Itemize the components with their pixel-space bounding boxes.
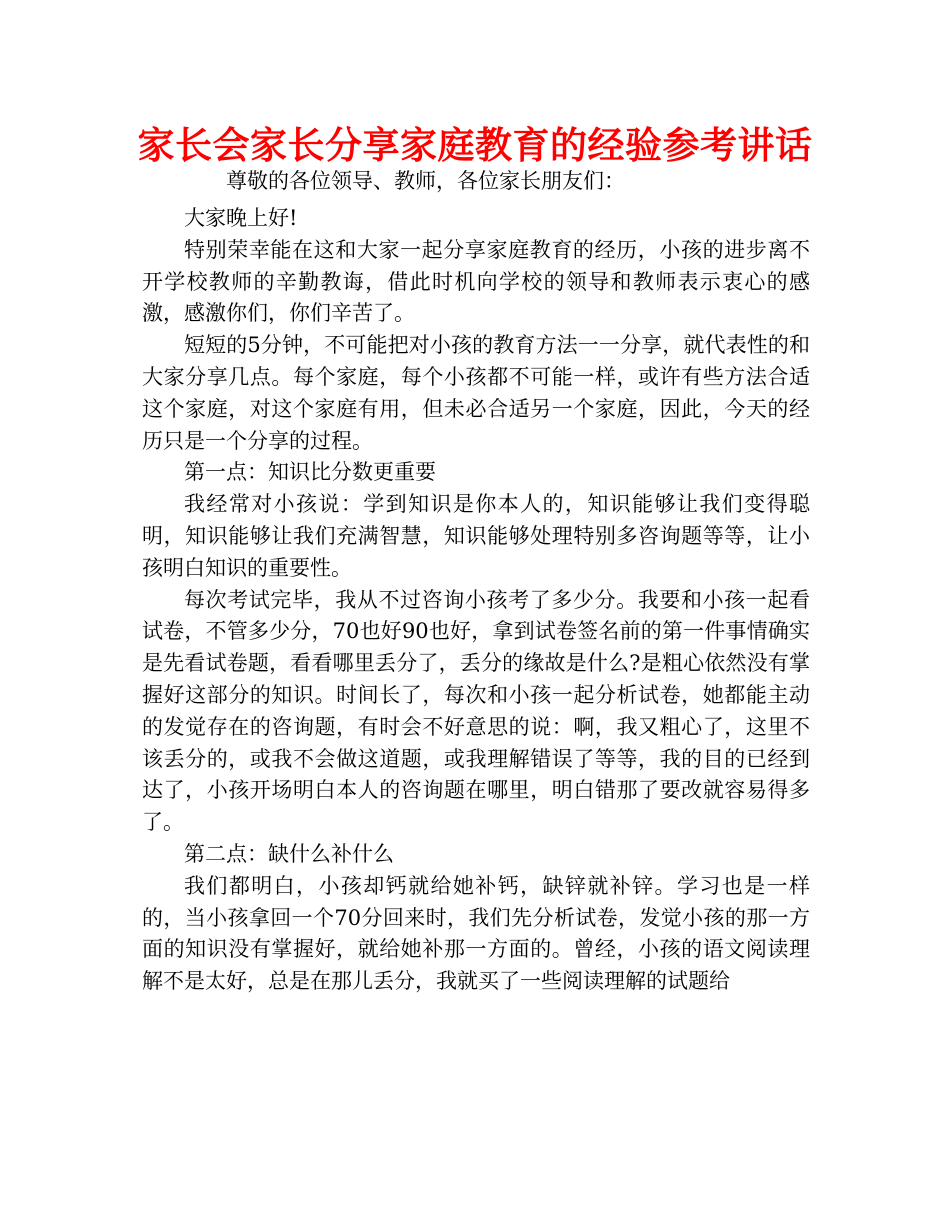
paragraph-knowledge: 我经常对小孩说：学到知识是你本人的，知识能够让我们变得聪明，知识能够让我们充满智慧，知识能够处理特别多咨询题等等，让小孩明白知识的重要性。 [142, 492, 810, 580]
document-title: 家长会家长分享家庭教育的经验参考讲话 [137, 124, 813, 167]
paragraph-overview: 短短的5分钟，不可能把对小孩的教育方法一一分享，就代表性的和大家分享几点。每个家庭，每个小孩都不可能一样，或许有些方法合适这个家庭，对这个家庭有用，但未必合适另一个家庭，因此，今天的经历只是一个分享的过程。 [142, 333, 810, 453]
document-body [142, 203, 810, 998]
salutation: 尊敬的各位领导、教师，各位家长朋友们： [226, 169, 625, 193]
section-heading-1: 第一点：知识比分数更重要 [184, 460, 436, 485]
paragraph-intro: 特别荣幸能在这和大家一起分享家庭教育的经历，小孩的进步离不开学校教师的辛勤教诲，借此时机向学校的领导和教师表示衷心的感激，感激你们，你们辛苦了。 [142, 237, 810, 326]
paragraph-exams: 每次考试完毕，我从不过咨询小孩考了多少分。我要和小孩一起看试卷，不管多少分，70也好90也好，拿到试卷签名前的第一件事情确实是先看试卷题，看看哪里丢分了，丢分的缘故是什么?是粗心依然没有掌握好这部分的知识。时间长了，每次和小孩一起分析试卷，她都能主动的发觉存在的咨询题，有时会不好意思的说：啊，我又粗心了，这里不该丢分的，或我不会做这道题，或我理解错误了等等，我的目的已经到达了，小孩开场明白本人的咨询题在哪里，明白错那了要改就容易得多了。 [142, 587, 810, 835]
paragraph-greeting: 大家晚上好! [184, 206, 298, 230]
section-heading-2: 第二点：缺什么补什么 [184, 841, 394, 866]
paragraph-supplement: 我们都明白，小孩却钙就给她补钙，缺锌就补锌。学习也是一样的，当小孩拿回一个70分回来时，我们先分析试卷，发觉小孩的那一方面的知识没有掌握好，就给她补那一方面的。曾经，小孩的语文阅读理解不是太好，总是在那儿丢分，我就买了一些阅读理解的试题给 [142, 873, 810, 994]
